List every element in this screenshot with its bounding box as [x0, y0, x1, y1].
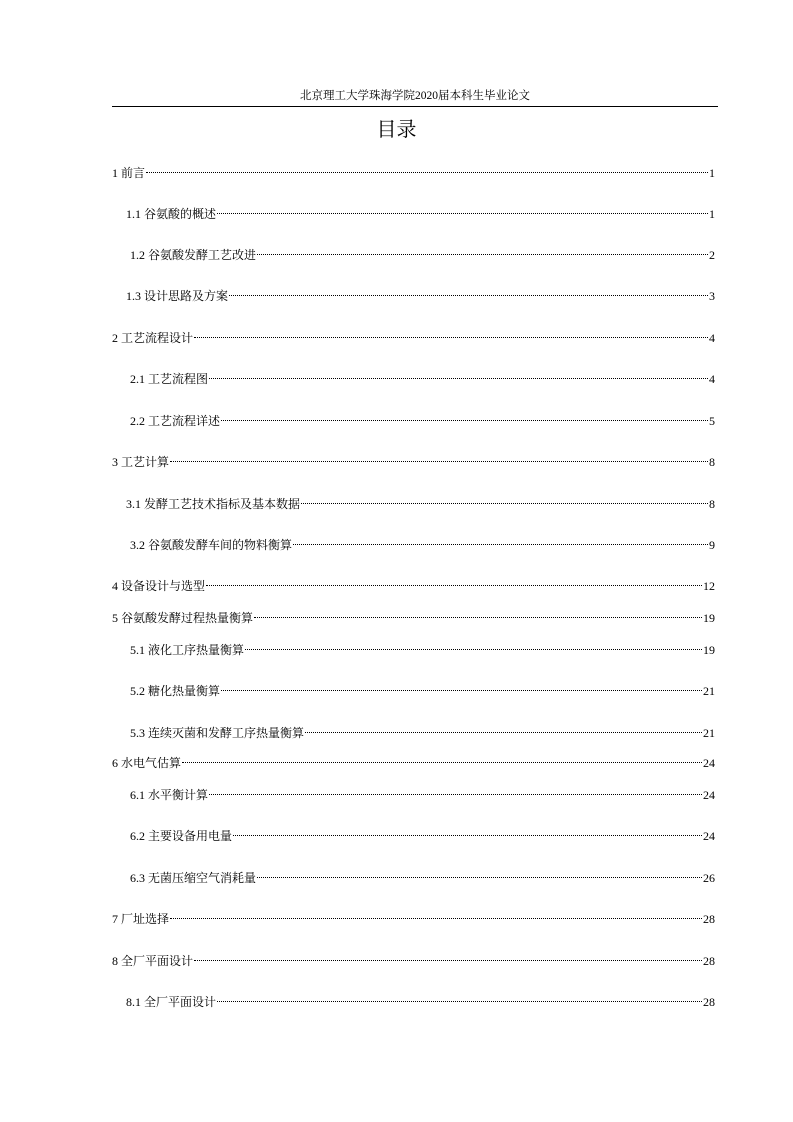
toc-entry-label: 1.3 设计思路及方案 [126, 289, 229, 303]
toc-entry-page: 8 [709, 455, 715, 469]
toc-entry-page: 5 [709, 414, 715, 428]
toc-entry-6-3[interactable] [130, 869, 715, 887]
toc-entry-label: 2 工艺流程设计 [112, 331, 194, 345]
dot-leader [293, 544, 708, 545]
toc-entry-page: 28 [703, 954, 715, 968]
toc-entry-page: 21 [703, 726, 715, 740]
toc-entry-page: 4 [709, 372, 715, 386]
toc-entry-label: 1.2 谷氨酸发酵工艺改进 [130, 248, 257, 262]
toc-entry-page: 28 [703, 912, 715, 926]
toc-entry-page: 1 [709, 207, 715, 221]
toc-entry-2-2[interactable] [130, 412, 715, 430]
toc-entry-label: 5 谷氨酸发酵过程热量衡算 [112, 611, 254, 625]
toc-entry-label: 5.3 连续灭菌和发酵工序热量衡算 [130, 726, 305, 740]
toc-entry-7[interactable] [112, 910, 715, 928]
toc-entry-1[interactable] [112, 164, 715, 182]
toc-entry-label: 8.1 全厂平面设计 [126, 995, 217, 1009]
dot-leader [209, 794, 702, 795]
dot-leader [221, 420, 708, 421]
dot-leader [301, 503, 708, 504]
dot-leader [194, 960, 702, 961]
dot-leader [170, 918, 702, 919]
dot-leader [257, 254, 708, 255]
toc-entry-page: 3 [709, 289, 715, 303]
toc-entry-3-1[interactable] [126, 495, 715, 513]
dot-leader [209, 378, 708, 379]
dot-leader [245, 649, 702, 650]
toc-title: 目录 [376, 119, 417, 141]
dot-leader [229, 295, 708, 296]
toc-entry-label: 5.1 液化工序热量衡算 [130, 643, 245, 657]
toc-entry-4[interactable] [112, 577, 715, 595]
header-text: 北京理工大学珠海学院2020届本科生毕业论文 [300, 90, 530, 102]
dot-leader [221, 690, 702, 691]
toc-entry-6[interactable] [112, 754, 715, 772]
toc-entry-page: 24 [703, 829, 715, 843]
toc-entry-5[interactable] [112, 609, 715, 627]
toc-entry-page: 21 [703, 684, 715, 698]
toc-entry-2-1[interactable] [130, 370, 715, 388]
toc-entry-page: 26 [703, 871, 715, 885]
toc-entry-page: 1 [709, 166, 715, 180]
dot-leader [233, 835, 702, 836]
toc-entry-label: 6.1 水平衡计算 [130, 788, 209, 802]
toc-entry-2[interactable] [112, 329, 715, 347]
dot-leader [254, 617, 702, 618]
toc-entry-1-2[interactable] [130, 246, 715, 264]
toc-entry-6-1[interactable] [130, 786, 715, 804]
toc-entry-label: 3.2 谷氨酸发酵车间的物料衡算 [130, 538, 293, 552]
toc-entry-8-1[interactable] [126, 993, 715, 1011]
toc-entry-label: 3 工艺计算 [112, 455, 170, 469]
toc-entry-label: 2.1 工艺流程图 [130, 372, 209, 386]
dot-leader [257, 877, 702, 878]
dot-leader [305, 732, 702, 733]
dot-leader [217, 213, 708, 214]
toc-entry-page: 28 [703, 995, 715, 1009]
toc-entry-label: 8 全厂平面设计 [112, 954, 194, 968]
dot-leader [146, 172, 708, 173]
toc-entry-5-3[interactable] [130, 724, 715, 742]
toc-entry-label: 4 设备设计与选型 [112, 579, 206, 593]
toc-entry-label: 1.1 谷氨酸的概述 [126, 207, 217, 221]
dot-leader [206, 585, 702, 586]
toc-entry-page: 12 [703, 579, 715, 593]
toc-entry-label: 7 厂址选择 [112, 912, 170, 926]
toc-entry-page: 9 [709, 538, 715, 552]
toc-entry-label: 2.2 工艺流程详述 [130, 414, 221, 428]
toc-entry-page: 19 [703, 643, 715, 657]
toc-entry-label: 6.3 无菌压缩空气消耗量 [130, 871, 257, 885]
toc-entry-1-1[interactable] [126, 205, 715, 223]
toc-entry-label: 3.1 发酵工艺技术指标及基本数据 [126, 497, 301, 511]
toc-entry-page: 19 [703, 611, 715, 625]
toc-entry-page: 4 [709, 331, 715, 345]
toc-entry-page: 2 [709, 248, 715, 262]
toc-entry-5-2[interactable] [130, 682, 715, 700]
toc-entry-label: 5.2 糖化热量衡算 [130, 684, 221, 698]
toc-entry-label: 6.2 主要设备用电量 [130, 829, 233, 843]
toc-entry-8[interactable] [112, 952, 715, 970]
toc-entry-3-2[interactable] [130, 536, 715, 554]
toc-entry-6-2[interactable] [130, 827, 715, 845]
toc-entry-5-1[interactable] [130, 641, 715, 659]
toc-entry-3[interactable] [112, 453, 715, 471]
dot-leader [170, 461, 708, 462]
toc-entry-label: 1 前言 [112, 166, 146, 180]
toc-entry-1-3[interactable] [126, 287, 715, 305]
dot-leader [194, 337, 708, 338]
toc-entry-page: 8 [709, 497, 715, 511]
dot-leader [182, 762, 702, 763]
toc-entry-page: 24 [703, 788, 715, 802]
toc-entry-page: 24 [703, 756, 715, 770]
toc-entry-label: 6 水电气估算 [112, 756, 182, 770]
dot-leader [217, 1001, 702, 1002]
